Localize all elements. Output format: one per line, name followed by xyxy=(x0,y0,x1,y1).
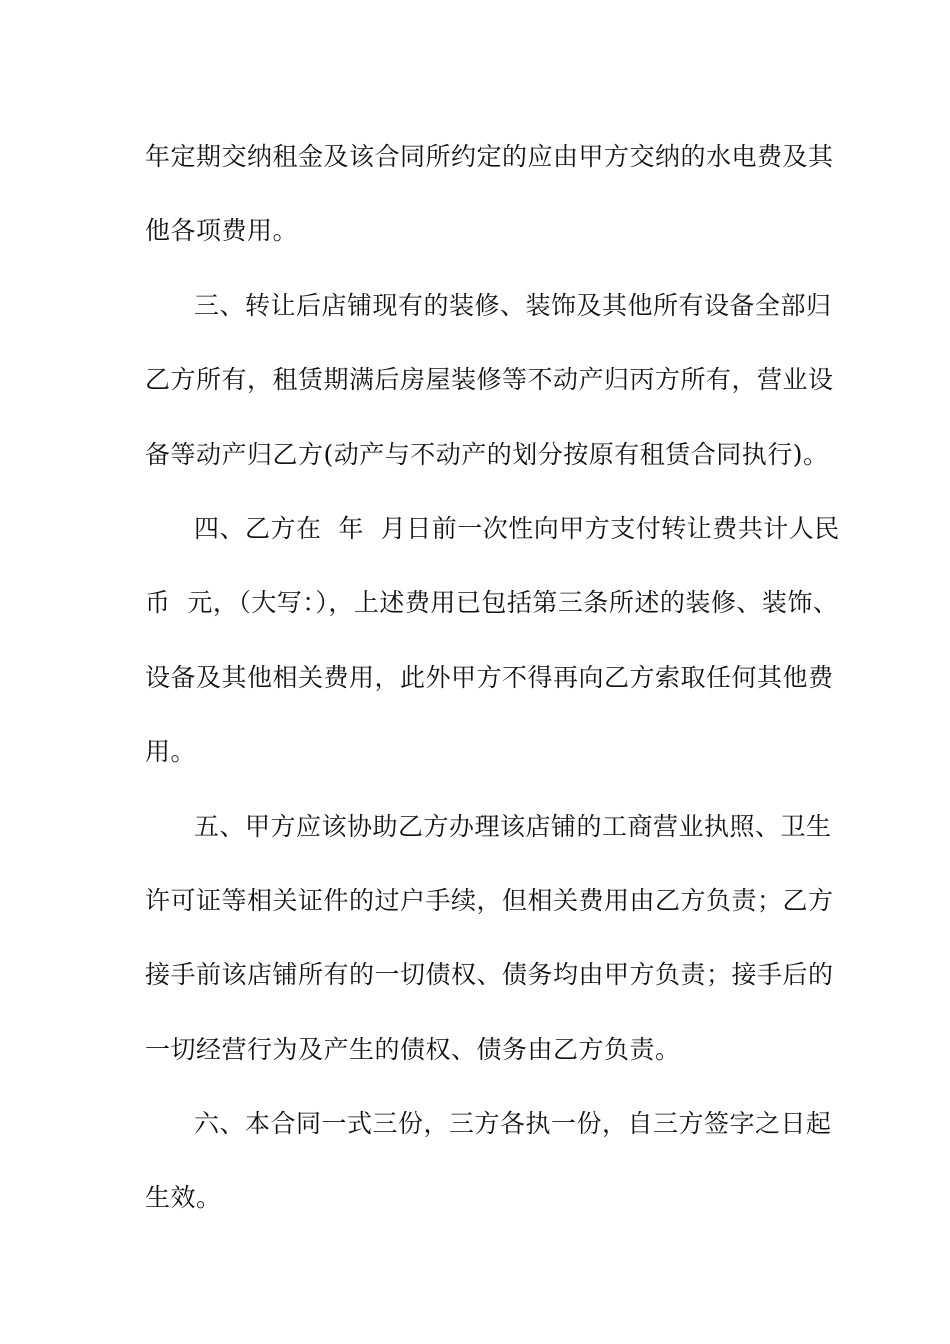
clause-six-line: 六、本合同一式三份，三方各执一份，自三方签字之日起 xyxy=(194,1109,832,1139)
clause-three-line: 三、转让后店铺现有的装修、装饰及其他所有设备全部归 xyxy=(194,290,832,320)
text-line: 币 元，（大写：），上述费用已包括第三条所述的装修、装饰、 xyxy=(145,588,839,618)
clause-four-line: 四、乙方在 年 月日前一次性向甲方支付转让费共计人民 xyxy=(194,513,840,543)
text-line: 一切经营行为及产生的债权、债务由乙方负责。 xyxy=(145,1034,681,1064)
text-line: 他各项费用。 xyxy=(145,216,299,246)
clause-five-line: 五、甲方应该协助乙方办理该店铺的工商营业执照、卫生 xyxy=(194,811,832,841)
text-line: 年定期交纳租金及该合同所约定的应由甲方交纳的水电费及其 xyxy=(145,142,834,171)
text-line: 生效。 xyxy=(145,1183,222,1213)
text-line: 接手前该店铺所有的一切债权、债务均由甲方负责；接手后的 xyxy=(145,960,834,990)
text-line: 乙方所有，租赁期满后房屋装修等不动产归丙方所有，营业设 xyxy=(145,365,834,395)
text-line: 设备及其他相关费用，此外甲方不得再向乙方索取任何其他费 xyxy=(145,662,834,692)
contract-text xyxy=(145,120,845,1236)
text-line: 许可证等相关证件的过户手续，但相关费用由乙方负责；乙方 xyxy=(145,885,834,915)
text-line: 备等动产归乙方(动产与不动产的划分按原有租赁合同执行)。 xyxy=(145,439,829,469)
text-line: 用。 xyxy=(145,737,197,767)
